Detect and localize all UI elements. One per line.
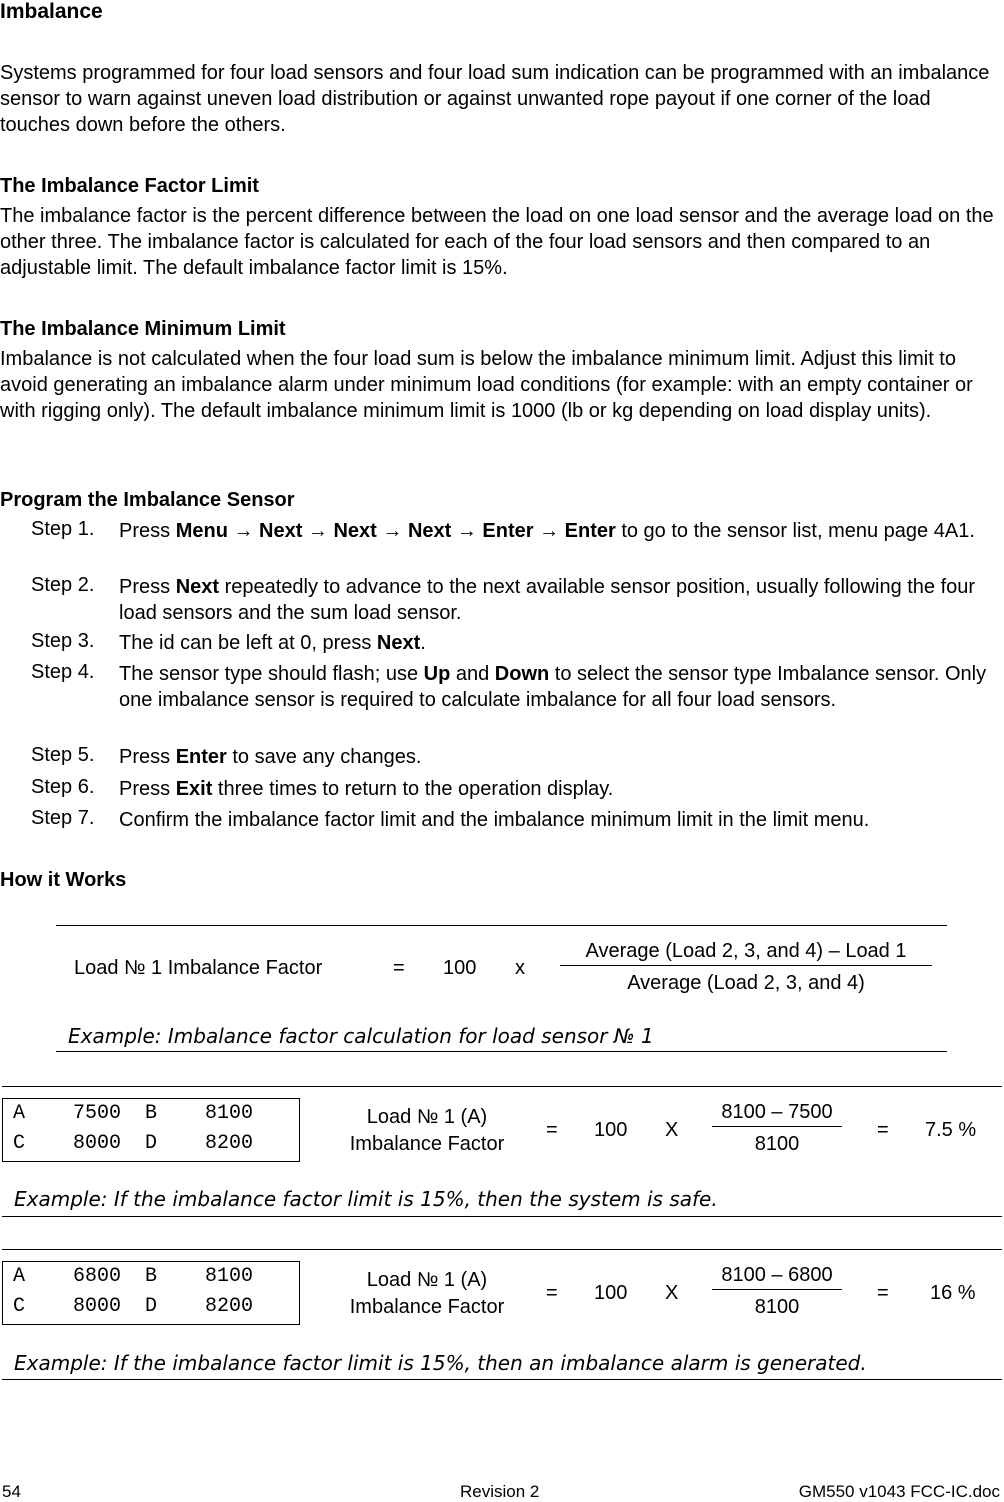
example1-times: X [665,1119,679,1141]
example2-equals2: = [877,1282,889,1304]
example2-caption: Example: If the imbalance factor limit is 15%, then an imbalance alarm is generated. [14,1351,867,1375]
step-label: Step 1. [31,518,95,540]
formula-hundred: 100 [443,957,477,979]
step-text: The id can be left at 0, press Next. [119,632,426,654]
step-text: Press Menu → Next → Next → Next → Enter → Enter to go to the sensor list, menu page 4A1. [119,520,975,542]
example2-numerator: 8100 – 6800 [712,1264,842,1290]
formula-caption: Example: Imbalance factor calculation for load sensor № 1 [68,1024,654,1048]
example2-box-line: A 6800 B 8100 [13,1265,254,1288]
example1-denominator: 8100 [754,1133,800,1155]
example2-hundred: 100 [594,1282,628,1304]
example2-result: 16 % [930,1282,976,1304]
example1-box-line: C 8000 D 8200 [13,1132,254,1155]
step-label: Step 7. [31,807,95,829]
step-text: Press Next repeatedly to advance to the next available sensor position, usually following the four load sensors and the sum load sensor. [119,576,976,624]
example1-result: 7.5 % [925,1119,977,1141]
minimum-limit-paragraph: Imbalance is not calculated when the four load sum is below the imbalance minimum limit. Adjust this limit to avoid generating an imbalance alarm under minimum load conditions (for example: with an empty container or with rigging only). The default imbalance minimum limit is 1000 (lb or kg depending on load display units). [0,348,973,422]
step-text: Press Exit three times to return to the operation display. [119,778,614,800]
example2-top-rule [2,1249,1002,1250]
example1-numerator: 8100 – 7500 [712,1101,842,1127]
factor-limit-paragraph: The imbalance factor is the percent difference between the load on one load sensor and the average load on the other three. The imbalance factor is calculated for each of the four load sensors and then compared to an adjustable limit. The default imbalance factor limit is 15%. [0,205,994,279]
example1-bottom-rule [2,1216,1002,1217]
minimum-limit-heading: The Imbalance Minimum Limit [0,318,286,340]
footer-page-number: 54 [2,1482,21,1501]
example2-load-box [2,1261,300,1325]
example2-lhs: Load № 1 (A) Imbalance Factor [349,1269,505,1318]
example1-lhs: Load № 1 (A) Imbalance Factor [349,1106,505,1155]
example1-box-line: A 7500 B 8100 [13,1102,254,1125]
step-text: The sensor type should flash; use Up and Down to select the sensor type Imbalance sensor. Only one imbalance sensor is required to calculate imbalance for all four load sensors. [119,663,987,711]
formula-bottom-rule [56,1051,947,1052]
formula-denominator: Average (Load 2, 3, and 4) [627,972,865,994]
example1-equals2: = [877,1119,889,1141]
factor-limit-heading: The Imbalance Factor Limit [0,175,259,197]
example1-caption: Example: If the imbalance factor limit is 15%, then the system is safe. [14,1187,718,1211]
formula-times: x [515,957,525,979]
example2-box-line: C 8000 D 8200 [13,1295,254,1318]
example1-hundred: 100 [594,1119,628,1141]
page-title: Imbalance [0,0,103,23]
example1-equals: = [546,1119,558,1141]
step-label: Step 6. [31,776,95,798]
intro-paragraph: Systems programmed for four load sensors and four load sum indication can be programmed with an imbalance sensor to warn against uneven load distribution or against unwanted rope payout if one corner of the load touches down before the others. [0,62,990,136]
how-heading: How it Works [0,869,127,891]
example2-equals: = [546,1282,558,1304]
example2-bottom-rule [2,1379,1002,1380]
step-label: Step 5. [31,744,95,766]
step-label: Step 3. [31,630,95,652]
example2-denominator: 8100 [754,1296,800,1318]
step-label: Step 4. [31,661,95,683]
formula-equals: = [393,957,405,979]
formula-numerator: Average (Load 2, 3, and 4) – Load 1 [560,940,932,966]
formula-top-rule [56,925,947,926]
footer-revision: Revision 2 [460,1482,540,1501]
step-text: Press Enter to save any changes. [119,746,422,768]
step-text: Confirm the imbalance factor limit and the imbalance minimum limit in the limit menu. [119,809,870,831]
step-label: Step 2. [31,574,95,596]
example2-times: X [665,1282,679,1304]
program-heading: Program the Imbalance Sensor [0,489,295,511]
formula-lhs: Load № 1 Imbalance Factor [74,957,323,979]
footer-doc-name: GM550 v1043 FCC-IC.doc [798,1482,1000,1501]
example1-load-box [2,1098,300,1162]
example1-top-rule [2,1086,1002,1087]
